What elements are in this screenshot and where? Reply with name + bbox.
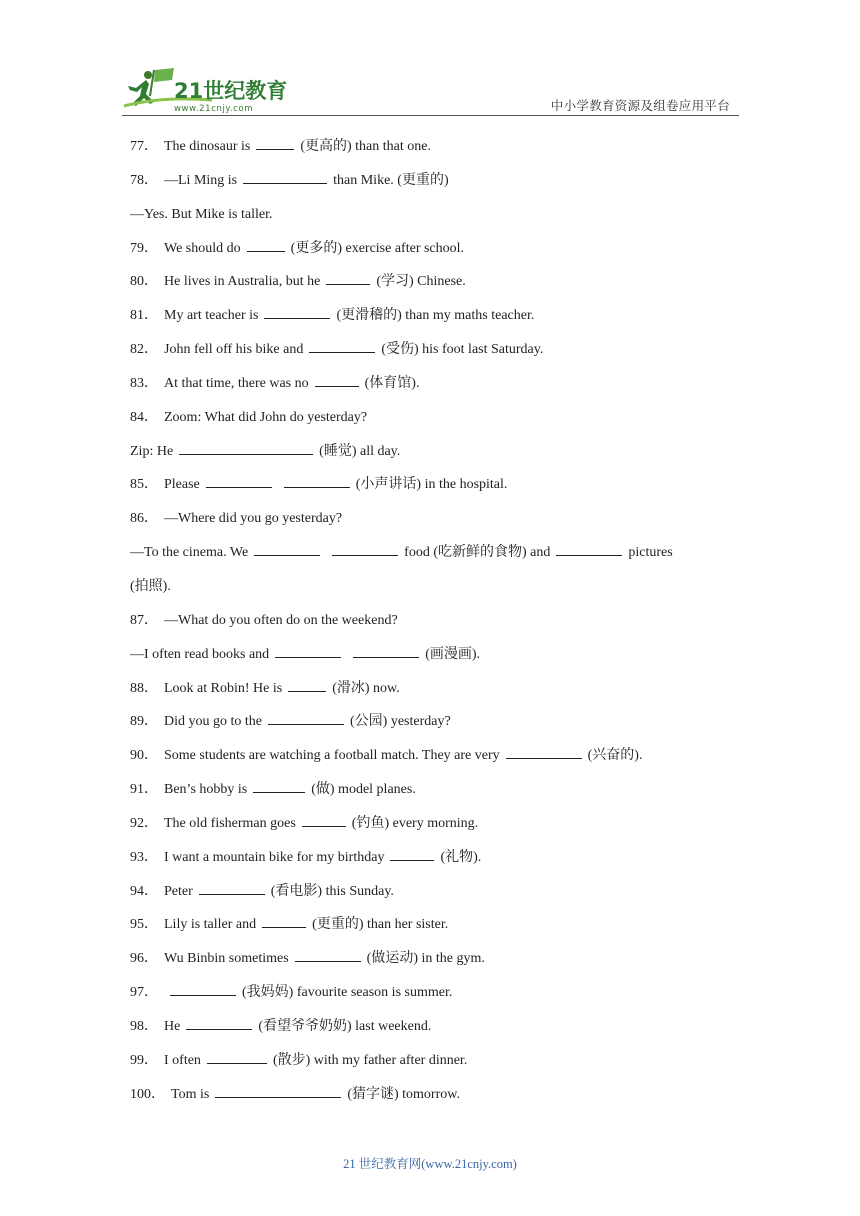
answer-blank[interactable]: [275, 645, 341, 658]
question-text: (小声讲话) in the hospital.: [355, 477, 508, 493]
exercise-line: [130, 983, 730, 1017]
answer-blank[interactable]: [247, 239, 285, 252]
answer-blank[interactable]: [284, 475, 350, 488]
question-number: 98．: [130, 1018, 158, 1034]
question-text: The old fisherman goes: [164, 815, 296, 831]
question-text: Some students are watching a football match. They are very: [164, 748, 500, 764]
answer-blank[interactable]: [506, 746, 582, 759]
exercise-line: [130, 780, 730, 814]
question-text: —What do you often do on the weekend?: [164, 612, 398, 628]
answer-blank[interactable]: [315, 374, 359, 387]
header-divider: [122, 115, 739, 116]
question-text: —Where did you go yesterday?: [164, 511, 343, 527]
exercise-line: [130, 442, 730, 476]
exercise-line: [130, 543, 730, 577]
exercise-line: [130, 509, 730, 543]
question-number: 93．: [130, 849, 158, 865]
question-number: 84．: [130, 409, 158, 425]
question-number: 94．: [130, 883, 158, 899]
exercise-line: [130, 746, 730, 780]
question-text: than Mike. (更重的): [333, 172, 449, 188]
question-text: Ben’s hobby is: [164, 782, 248, 798]
platform-title: 中小学教育资源及组卷应用平台: [550, 98, 730, 113]
answer-blank[interactable]: [199, 882, 265, 895]
question-text: (学习) Chinese.: [376, 274, 466, 290]
page-header: [0, 0, 860, 124]
question-text: (看电影) this Sunday.: [270, 883, 394, 899]
exercise-line: [130, 645, 730, 679]
question-text: (我妈妈) favourite season is summer.: [242, 985, 453, 1001]
exercise-line: [130, 340, 730, 374]
question-number: 97．: [130, 985, 158, 1001]
exercise-line: [130, 137, 730, 171]
question-text: John fell off his bike and: [164, 342, 304, 358]
answer-blank[interactable]: [254, 543, 320, 556]
exercise-list: [130, 137, 730, 1118]
question-text: Zoom: What did John do yesterday?: [164, 409, 368, 425]
runner-logo-icon: [122, 66, 292, 114]
exercise-line: [130, 205, 730, 239]
question-text: food (吃新鲜的食物) and: [404, 545, 551, 561]
question-number: 96．: [130, 951, 158, 967]
question-number: 86．: [130, 511, 158, 527]
question-text: We should do: [164, 240, 241, 256]
question-text: Please: [164, 477, 200, 493]
question-number: 89．: [130, 714, 158, 730]
answer-blank[interactable]: [253, 780, 305, 793]
answer-blank[interactable]: [288, 679, 326, 692]
question-text: I often: [164, 1052, 201, 1068]
question-number: 81．: [130, 308, 158, 324]
question-text: My art teacher is: [164, 308, 259, 324]
answer-blank[interactable]: [295, 949, 361, 962]
question-number: 77．: [130, 139, 158, 154]
exercise-line: [130, 1017, 730, 1051]
exercise-line: [130, 239, 730, 273]
question-number: 91．: [130, 782, 158, 798]
question-text: Peter: [164, 883, 193, 899]
answer-blank[interactable]: [207, 1051, 267, 1064]
question-text: (钓鱼) every morning.: [351, 815, 479, 831]
exercise-line: [130, 1085, 730, 1119]
question-text: (画漫画).: [425, 646, 481, 662]
answer-blank[interactable]: [179, 442, 313, 455]
exercise-line: [130, 171, 730, 205]
answer-blank[interactable]: [309, 340, 375, 353]
exercise-line: [130, 611, 730, 645]
question-text: pictures: [628, 545, 673, 561]
exercise-line: [130, 306, 730, 340]
question-text: (公园) yesterday?: [350, 714, 451, 730]
exercise-line: [130, 712, 730, 746]
question-text: (受伤) his foot last Saturday.: [381, 342, 544, 358]
question-text: (兴奋的).: [587, 748, 643, 764]
question-text: —Yes. But Mike is taller.: [130, 206, 273, 222]
question-number: 88．: [130, 680, 158, 696]
exercise-line: [130, 949, 730, 983]
question-number: 82．: [130, 342, 158, 358]
question-text: The dinosaur is: [164, 139, 251, 154]
question-number: 90．: [130, 748, 158, 764]
exercise-line: [130, 848, 730, 882]
question-text: (睡觉) all day.: [319, 443, 401, 459]
question-text: (拍照).: [130, 578, 171, 594]
question-text: Lily is taller and: [164, 917, 257, 933]
question-text: (更重的) than her sister.: [312, 917, 449, 933]
answer-blank[interactable]: [262, 915, 306, 928]
exercise-line: [130, 1051, 730, 1085]
exercise-line: [130, 374, 730, 408]
question-text: Tom is: [171, 1086, 210, 1102]
question-number: 80．: [130, 274, 158, 290]
question-number: 87．: [130, 612, 158, 628]
footer-site-link[interactable]: 21 世纪教育网(www.21cnjy.com): [343, 1157, 517, 1171]
question-number: 95．: [130, 917, 158, 933]
exercise-line: [130, 915, 730, 949]
exercise-line: [130, 408, 730, 442]
exercise-line: [130, 882, 730, 916]
answer-blank[interactable]: [353, 645, 419, 658]
question-number: 85．: [130, 477, 158, 493]
exercise-line: [130, 679, 730, 713]
question-text: (看望爷爷奶奶) last weekend.: [258, 1018, 432, 1034]
exercise-line: [130, 577, 730, 611]
question-text: At that time, there was no: [164, 375, 309, 391]
question-text: (更滑稽的) than my maths teacher.: [336, 308, 535, 324]
answer-blank[interactable]: [326, 272, 370, 285]
question-text: (做运动) in the gym.: [366, 951, 485, 967]
answer-blank[interactable]: [264, 306, 330, 319]
exercise-line: [130, 272, 730, 306]
answer-blank[interactable]: [332, 543, 398, 556]
answer-blank[interactable]: [302, 814, 346, 827]
question-text: I want a mountain bike for my birthday: [164, 849, 385, 865]
answer-blank[interactable]: [268, 712, 344, 725]
question-text: —To the cinema. We: [130, 545, 249, 561]
answer-blank[interactable]: [186, 1017, 252, 1030]
answer-blank[interactable]: [243, 171, 327, 184]
question-text: —I often read books and: [130, 646, 270, 662]
question-text: Did you go to the: [164, 714, 262, 730]
question-text: —Li Ming is: [164, 172, 238, 188]
question-text: (散步) with my father after dinner.: [272, 1052, 468, 1068]
svg-text:21世纪教育: 21世纪教育: [174, 79, 288, 103]
answer-blank[interactable]: [556, 543, 622, 556]
question-number: 79．: [130, 240, 158, 256]
question-number: 92．: [130, 815, 158, 831]
question-number: 99．: [130, 1052, 158, 1068]
exercise-line: [130, 814, 730, 848]
question-number: 78．: [130, 172, 158, 188]
question-text: (更多的) exercise after school.: [290, 240, 465, 256]
question-text: (滑冰) now.: [332, 680, 400, 696]
question-text: (猜字谜) tomorrow.: [347, 1086, 460, 1102]
question-text: He: [164, 1018, 181, 1034]
question-text: He lives in Australia, but he: [164, 274, 321, 290]
answer-blank[interactable]: [256, 137, 294, 150]
answer-blank[interactable]: [215, 1085, 341, 1098]
svg-text:www.21cnjy.com: www.21cnjy.com: [174, 104, 254, 114]
answer-blank[interactable]: [390, 848, 434, 861]
exercise-line: [130, 475, 730, 509]
logo: [122, 66, 292, 114]
answer-blank[interactable]: [206, 475, 272, 488]
question-text: (礼物).: [440, 849, 482, 865]
question-text: Wu Binbin sometimes: [164, 951, 289, 967]
question-number: 83．: [130, 375, 158, 391]
answer-blank[interactable]: [170, 983, 236, 996]
question-text: Zip: He: [130, 443, 174, 459]
question-text: (更高的) than that one.: [300, 139, 431, 154]
question-text: Look at Robin! He is: [164, 680, 283, 696]
question-text: (体育馆).: [364, 375, 420, 391]
question-text: (做) model planes.: [311, 782, 416, 798]
question-number: 100．: [130, 1086, 165, 1102]
